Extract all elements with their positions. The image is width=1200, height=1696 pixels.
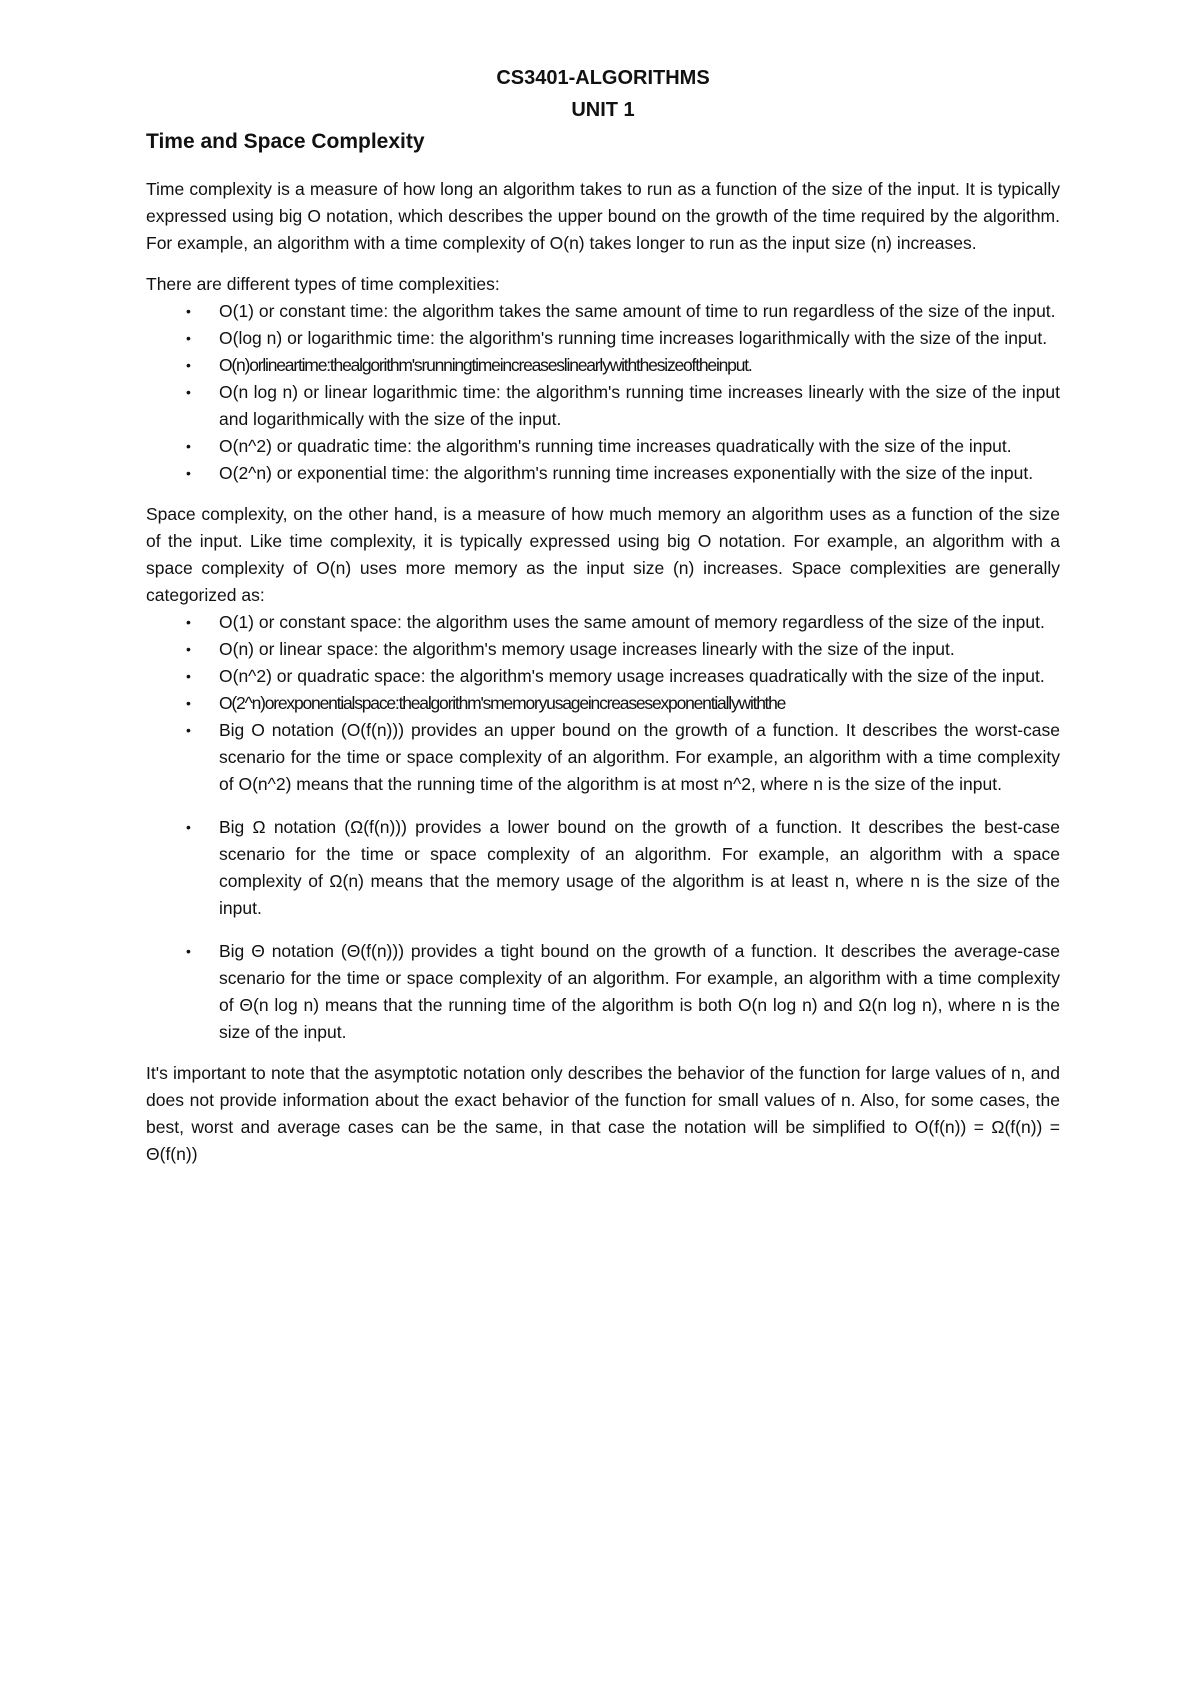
list-item bbox=[146, 938, 1060, 1046]
bullet-icon: • bbox=[186, 722, 191, 738]
list-item-text: Big Ω notation (Ω(f(n))) provides a lower bound on the growth of a function. It describes the best-case scenario for the time or space complexity of an algorithm. For example, an algorithm with a space complexity of Ω(n) means that the memory usage of the algorithm is at least n, where n is the size of the input. bbox=[219, 817, 1060, 918]
list-item-text: O(n^2) or quadratic space: the algorithm's memory usage increases quadratically with the size of the input. bbox=[219, 666, 1045, 686]
list-item bbox=[146, 325, 1060, 352]
list-item bbox=[146, 298, 1060, 325]
list-item bbox=[146, 379, 1060, 433]
space-complexity-list bbox=[146, 609, 1060, 1046]
bullet-icon: • bbox=[186, 438, 191, 454]
bullet-icon: • bbox=[186, 384, 191, 400]
space-complexity-paragraph: Space complexity, on the other hand, is a measure of how much memory an algorithm uses as a function of the size of the input. Like time complexity, it is typically expressed using big O notation. For example, an algorithm with a space complexity of O(n) uses more memory as the input size (n) increases. Space complexities are generally categorized as: bbox=[146, 504, 1060, 605]
list-item bbox=[146, 663, 1060, 690]
list-item-text: Big O notation (O(f(n))) provides an upper bound on the growth of a function. It describes the worst-case scenario for the time or space complexity of an algorithm. For example, an algorithm with a time complexity of O(n^2) means that the running time of the algorithm is at most n^2, where n is the size of the input. bbox=[219, 720, 1060, 794]
list-item-text: O(n log n) or linear logarithmic time: the algorithm's running time increases linearly with the size of the input and logarithmically with the size of the input. bbox=[219, 382, 1060, 429]
bullet-icon: • bbox=[186, 943, 191, 959]
list-item bbox=[146, 717, 1060, 798]
time-complexity-paragraph: Time complexity is a measure of how long an algorithm takes to run as a function of the size of the input. It is typically expressed using big O notation, which describes the upper bound on the growth of the time required by the algorithm. For example, an algorithm with a time complexity of O(n) takes longer to run as the input size (n) increases. bbox=[146, 179, 1060, 253]
course-title: CS3401-ALGORITHMS bbox=[496, 67, 710, 89]
time-complexity-list bbox=[146, 298, 1060, 487]
unit-title: UNIT 1 bbox=[571, 99, 635, 121]
list-item bbox=[146, 609, 1060, 636]
document-page bbox=[146, 62, 1060, 1182]
list-item-text: O(2^n)orexponentialspace:thealgorithm'smemoryusageincreasesexponentiallywith the bbox=[219, 693, 786, 713]
bullet-icon: • bbox=[186, 668, 191, 684]
conclusion-paragraph: It's important to note that the asymptotic notation only describes the behavior of the function for large values of n, and does not provide information about the exact behavior of the function for small values of n. Also, for some cases, the best, worst and average cases can be the same, in that case the notation will be simplified to O(f(n)) = Ω(f(n)) = Θ(f(n)) bbox=[146, 1063, 1060, 1164]
bullet-icon: • bbox=[186, 303, 191, 319]
list-item bbox=[146, 433, 1060, 460]
list-item-text: O(log n) or logarithmic time: the algorithm's running time increases logarithmically with the size of the input. bbox=[219, 328, 1048, 348]
section-heading: Time and Space Complexity bbox=[146, 130, 425, 153]
list-item-text: O(n) or linear space: the algorithm's memory usage increases linearly with the size of the input. bbox=[219, 639, 955, 659]
bullet-icon: • bbox=[186, 614, 191, 630]
bullet-icon: • bbox=[186, 641, 191, 657]
bullet-icon: • bbox=[186, 695, 191, 711]
list-item-text: O(2^n) or exponential time: the algorithm's running time increases exponentially with the size of the input. bbox=[219, 463, 1034, 483]
time-types-intro: There are different types of time complexities: bbox=[146, 274, 500, 294]
list-item-text: O(n^2) or quadratic time: the algorithm's running time increases quadratically with the size of the input. bbox=[219, 436, 1012, 456]
list-item-text: O(1) or constant space: the algorithm uses the same amount of memory regardless of the size of the input. bbox=[219, 612, 1045, 632]
list-item bbox=[146, 690, 1060, 717]
list-item bbox=[146, 460, 1060, 487]
bullet-icon: • bbox=[186, 465, 191, 481]
list-item-text: Big Θ notation (Θ(f(n))) provides a tight bound on the growth of a function. It describes the average-case scenario for the time or space complexity of an algorithm. For example, an algorithm with a time complexity of Θ(n log n) means that the running time of the algorithm is both O(n log n) and Ω(n log n), where n is the size of the input. bbox=[219, 941, 1060, 1042]
list-item-text: O(1) or constant time: the algorithm takes the same amount of time to run regardless of the size of the input. bbox=[219, 301, 1056, 321]
bullet-icon: • bbox=[186, 819, 191, 835]
bullet-icon: • bbox=[186, 357, 191, 373]
list-item bbox=[146, 636, 1060, 663]
list-item bbox=[146, 814, 1060, 922]
list-item bbox=[146, 352, 1060, 379]
bullet-icon: • bbox=[186, 330, 191, 346]
list-item-text: O(n)orlineartime:thealgorithm'srunningtimeincreaseslinearlywiththesizeoftheinput. bbox=[219, 355, 752, 375]
